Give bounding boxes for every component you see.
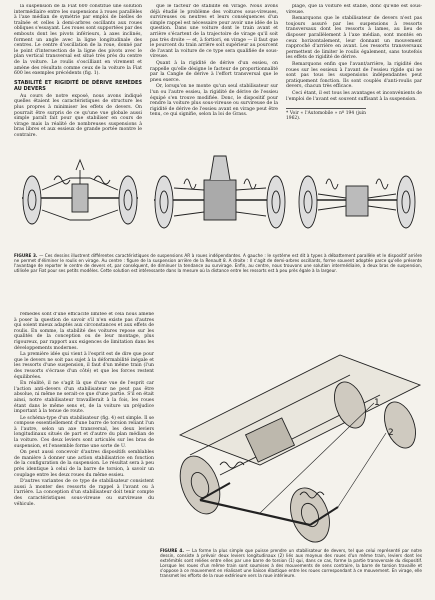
text-column-2 <box>150 4 278 148</box>
paragraph: D'autres variantes de ce type de stabilisateur consistent aussi à monter des ressorts de rappel à l'avant ou à l'arrière. La conception d'un stabilisateur doit tenir compte des caractéristiques sous-vireuse ou survireuse du véhicule. <box>14 479 154 507</box>
paragraph: La première idée qui vient à l'esprit est de dire que pour que le devers ne soit pas sujet à la déformabilité inégale et les ressorts d'une suspension, il faut d'un même train (l'un des ressorts s'écrase d'un côté) et que les forces restent équilibrées. <box>14 352 154 380</box>
callout-2: 2 <box>388 428 394 438</box>
paragraph: remèdes sont d'une efficacité limitée et cela nous amène à poser la question de savoir s'il n'en existe pas d'autres qui soient mieux adaptés aux circonstances et aux effets de roulis. En somme, la stabilité des voitures repose sur les qualités de la conception ou de leur montage, plus rigoureux, par rapport aux exigences de limitation dans les développements modernes. <box>14 312 154 351</box>
paragraph: Remarquons enfin que l'avant/arrière, la rigidité des roues sur les essieux à l'avant de l'essieu rigide qui ne sont pas tous les suspensions indépendantes peut pratiquement fonction. Ils sont couplés d'anti-roulis par devers, chacun très efficace. <box>286 61 422 90</box>
figure-4-caption <box>160 548 422 596</box>
text-column-1 <box>14 4 142 148</box>
caption-text: — Ces dessins illustrent différentes caractéristiques de suspensions AR à roues indépendantes. A gauche : le système est dit à types à débattement parallèle et le dispositif arrière ne permet d'éliminer le roulis en virage. Au centre : figure de la suspension arrière de la Renault 8. A droite : Il s'agit de demi-arbres oscillants, forme souvent adoptée parce qu'elle présente l'avantage de reporter le centre de devers et, par conséquent, de diminuer la tendance au survirage. Enfin, au centre, nous trouvons une solution intermédiaire, à deux bras de suspension, utilisée par Fiat pour ses petits modèles. Cette solution est intéressante dans la mesure où la distance entre les ressorts est à peu près égale à la largeur. <box>14 253 422 273</box>
paragraph: Remarquons que le stabilisateur de devers n'est pas toujours assuré par les suspensions à ressorts transversaux dont les ressorts à lames, au lieu de disposer parallèlement à l'axe médian, sont montés en ceux horizontalement, leur donnant un mouvement rapproché d'arrière en avant. Les ressorts transversaux permettent de limiter le roulis également, sans toutefois les effets de rigidité de dérive. <box>286 16 422 61</box>
paragraph: que le facteur de stabilité en virage. Nous avons déjà étudié le problème des voitures sous-vireuses, survireuses ou neutres et leurs conséquences d'un simple rappel est nécessaire pour avoir une idée de la question. Dans une voiture dont le train avant et arrière s'écartent de la trajectoire de virage qu'il soit pas très droite — et, à fortiori, en virage — il faut que le pourcent du train arrière soit supérieur au pourcent de l'avant la voiture de ce type sera qualifiée de sous-vireuse. <box>150 4 278 60</box>
paragraph: Ceci étant, il est tous les avantages et inconvénients de l'emploi de l'avant est souvent suffisant à la suspension. <box>286 90 422 102</box>
text-column-4 <box>14 312 154 596</box>
paragraph: plage, que la voiture est stable, donc qu'elle est sous-vireuse. <box>286 4 422 15</box>
figure-3-suspension-drawings <box>14 150 422 250</box>
paragraph: Au cours de notre exposé, nous avons indiqué quelles étaient les caractéristiques de structure les plus propres à minimiser les effets de devers. On pourrait être surpris de ce qu'une vue globale aussi simple paraît fait pour que stabiliser en cours de virage mais la réalité de nombreuses suspensions à bras libres et aux essieux de grande portée montre le contraire. <box>14 93 142 138</box>
caption-label: FIGURE 4. <box>160 548 184 553</box>
caption-label: FIGURE 3. <box>14 253 38 258</box>
caption-text: — La forme la plus simple que puisse prendre un stabilisateur de devers, tel que celui représenté par notre dessin, consiste à prévoir deux leviers longitudinaux (2) liés aux moyeux des roues d'un même train, leviers dont les extrémités sont reliées entre elles par une barre de torsion (1) qui, dans ce cas, forme la partie transversale du dispositif. Lorsque les roues d'un même train sont soumises à des mouvements de sens contraire, la barre de torsion travaille et s'oppose à ce mouvement en réalisant une liaison élastique entre les roues correspondant à ce mouvement. En virage, elle transmet les efforts de la roue extérieure vers la roue intérieure. <box>160 548 422 578</box>
text-column-3 <box>286 4 422 148</box>
section-heading: STABILITÉ ET RIGIDITÉ DE DÉRIVE REMÈDES AU DEVERS <box>14 79 142 92</box>
paragraph: En réalité, il ne s'agit là que d'une vue de l'esprit car l'action anti-devers d'un stabilisateur ne peut pas être absolue, ni même ne serait-ce que d'une partie. S'il en était ainsi, notre stabilisateur travaillerait à la fois, les roues étant dans le même sens et, de la voiture un préjudice important à la tenue de route. <box>14 381 154 415</box>
paragraph: la suspension de la Fiat 600 constitue une solution intermédiaire entre les suspensions à roues parallèles à l'axe médian de symétrie par emploi de bielles de traînée et celles à demi-arbres oscillants aux roues obliques s'essayant. Les roues sont supportées par des embouts dont les pivots inférieurs, à axes inclinés, forment un angle avec la ligne longitudinale des centres. Le centre d'oscillation de la roue, donné par le point d'intersection de la ligne des pivots avec le plan vertical transversal est situé très près du centre de la voiture. Le roulis s'oscilliant en virement et amène des résultats comme ceux de la voiture la Fiat 600 les exemples précédents (fig. 1). <box>14 4 142 77</box>
paragraph: On peut aussi concevoir d'autres dispositifs semblables de manière à donner une action stabilisatrice en fonction de la configuration de la suspension. Le résultat sera à peu près identique à celui de la barre de torsion, à savoir un couplage entre les deux roues du même essieu. <box>14 450 154 478</box>
suspension-drawing-left <box>22 160 138 224</box>
paragraph: Or, lorsqu'on ne monte qu'un seul stabilisateur sur l'un ou l'autre essieu, la rigidité de dérive de l'essieu équipé s'en trouve modifiée. Donc, le dispositif pour rendre la voiture plus sous-vireuse ou survireuse de la rigidité de dérive de l'essieu avant en virage peut être tenu, ce qui signifie, selon la loi de Grass. <box>150 84 278 118</box>
footnote: * Voir « l'Automobile » nº 194 (juin 1962). <box>286 108 366 121</box>
paragraph: Le schéma-type d'un stabilisateur (fig. 4) est simple. Il se compose essentiellement d'une barre de torsion reliant l'un à l'autre, selon un axe transversal, les deux leviers longitudinaux situés de part et d'autre du plan médian de la voiture. Ces deux leviers sont articulés sur les bras de suspension, et l'ensemble forme une sorte de U. <box>14 415 154 449</box>
suspension-drawing-centre <box>154 156 285 228</box>
figure-3-caption <box>14 253 422 308</box>
paragraph: Quant à la rigidité de dérive d'un essieu, on rappelle qu'elle désigne le facteur de proportionnalité par la Cangle de dérive à l'effort transversal que le pneu exerce. <box>150 60 278 83</box>
suspension-drawing-right <box>299 176 415 228</box>
callout-1: 1 <box>374 398 380 408</box>
